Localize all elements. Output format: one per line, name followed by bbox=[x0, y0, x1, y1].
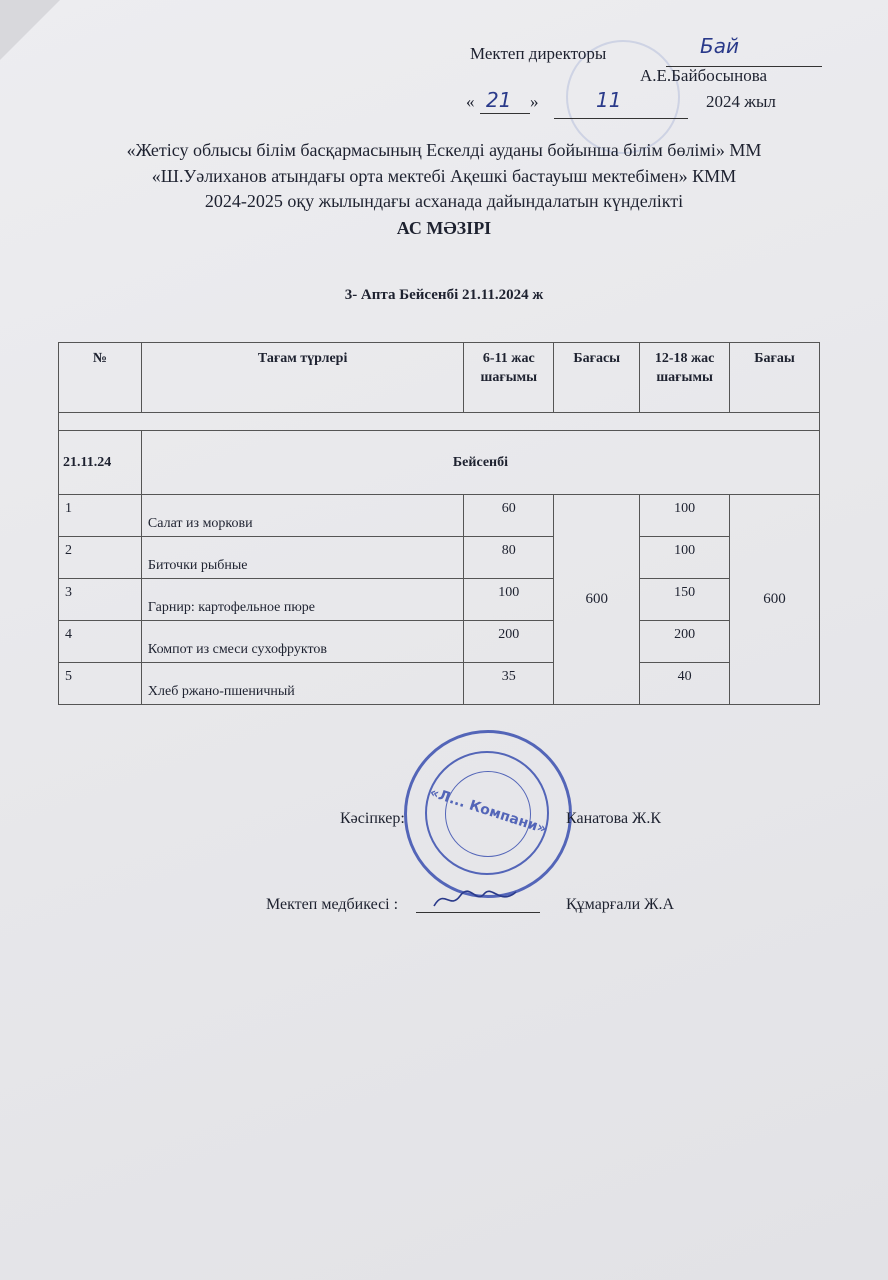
price-6-11: 600 bbox=[554, 495, 640, 705]
qty-12-18: 200 bbox=[640, 621, 730, 663]
qty-12-18: 100 bbox=[640, 537, 730, 579]
qty-6-11: 200 bbox=[464, 621, 554, 663]
date-day: 21 bbox=[486, 88, 512, 112]
header-age-6-11: 6-11 жас шағымы bbox=[464, 343, 554, 413]
row-number: 3 bbox=[59, 579, 142, 621]
entrepreneur-name: Канатова Ж.К bbox=[566, 810, 662, 827]
title-line-1: «Жетісу облысы білім басқармасының Ескелді ауданы бойынша білім бөлімі» ММ bbox=[126, 140, 762, 160]
director-label: Мектеп директоры bbox=[470, 44, 607, 63]
title-line-4: АС МӘЗІРІ bbox=[396, 218, 492, 238]
spacer-cell bbox=[59, 413, 820, 431]
date-open-quote: « bbox=[466, 92, 475, 111]
qty-12-18: 100 bbox=[640, 495, 730, 537]
qty-6-11: 60 bbox=[464, 495, 554, 537]
header-number: № bbox=[59, 343, 142, 413]
date-close-quote: » bbox=[530, 92, 539, 111]
title-line-3: 2024-2025 оқу жылындағы асханада дайындалатын күнделікті bbox=[204, 191, 684, 211]
day-name-cell: Бейсенбі bbox=[141, 431, 819, 495]
price-12-18: 600 bbox=[730, 495, 820, 705]
date-row bbox=[59, 431, 820, 495]
title-line-2: «Ш.Уәлиханов атындағы орта мектебі Ақешкі бастауыш мектебімен» КММ bbox=[151, 166, 737, 186]
dish-name: Биточки рыбные bbox=[141, 537, 463, 579]
page-fold bbox=[0, 0, 60, 60]
table-header-row bbox=[59, 343, 820, 413]
qty-6-11: 35 bbox=[464, 663, 554, 705]
header-price-2: Бағаы bbox=[730, 343, 820, 413]
nurse-name: Құмарғали Ж.А bbox=[566, 896, 675, 913]
date-month-line bbox=[554, 118, 688, 119]
date-cell: 21.11.24 bbox=[59, 431, 142, 495]
header-age-12-18: 12-18 жас шағымы bbox=[640, 343, 730, 413]
header-price-1: Бағасы bbox=[554, 343, 640, 413]
qty-6-11: 80 bbox=[464, 537, 554, 579]
table-row bbox=[59, 579, 820, 621]
table-row bbox=[59, 495, 820, 537]
dish-name: Компот из смеси сухофруктов bbox=[141, 621, 463, 663]
nurse-signature bbox=[430, 884, 520, 914]
table-row bbox=[59, 663, 820, 705]
qty-12-18: 40 bbox=[640, 663, 730, 705]
director-signature: Бай bbox=[700, 34, 739, 58]
row-number: 5 bbox=[59, 663, 142, 705]
qty-12-18: 150 bbox=[640, 579, 730, 621]
date-month: 11 bbox=[596, 88, 622, 112]
week-line: 3- Апта Бейсенбі 21.11.2024 ж bbox=[344, 287, 544, 303]
table-row bbox=[59, 537, 820, 579]
date-day-line bbox=[480, 113, 530, 114]
nurse-label: Мектеп медбикесі : bbox=[266, 896, 399, 913]
director-name: А.Е.Байбосынова bbox=[640, 66, 768, 85]
dish-name: Гарнир: картофельное пюре bbox=[141, 579, 463, 621]
entrepreneur-label: Кәсіпкер: bbox=[340, 810, 405, 827]
row-number: 4 bbox=[59, 621, 142, 663]
stamp-text: «Л... Компани» bbox=[427, 784, 549, 838]
row-number: 2 bbox=[59, 537, 142, 579]
menu-table bbox=[58, 342, 820, 705]
table-spacer-row bbox=[59, 413, 820, 431]
date-year: 2024 жыл bbox=[706, 92, 776, 111]
header-dish-types: Тағам түрлері bbox=[141, 343, 463, 413]
dish-name: Салат из моркови bbox=[141, 495, 463, 537]
row-number: 1 bbox=[59, 495, 142, 537]
company-stamp bbox=[404, 730, 572, 898]
table-row bbox=[59, 621, 820, 663]
qty-6-11: 100 bbox=[464, 579, 554, 621]
dish-name: Хлеб ржано-пшеничный bbox=[141, 663, 463, 705]
